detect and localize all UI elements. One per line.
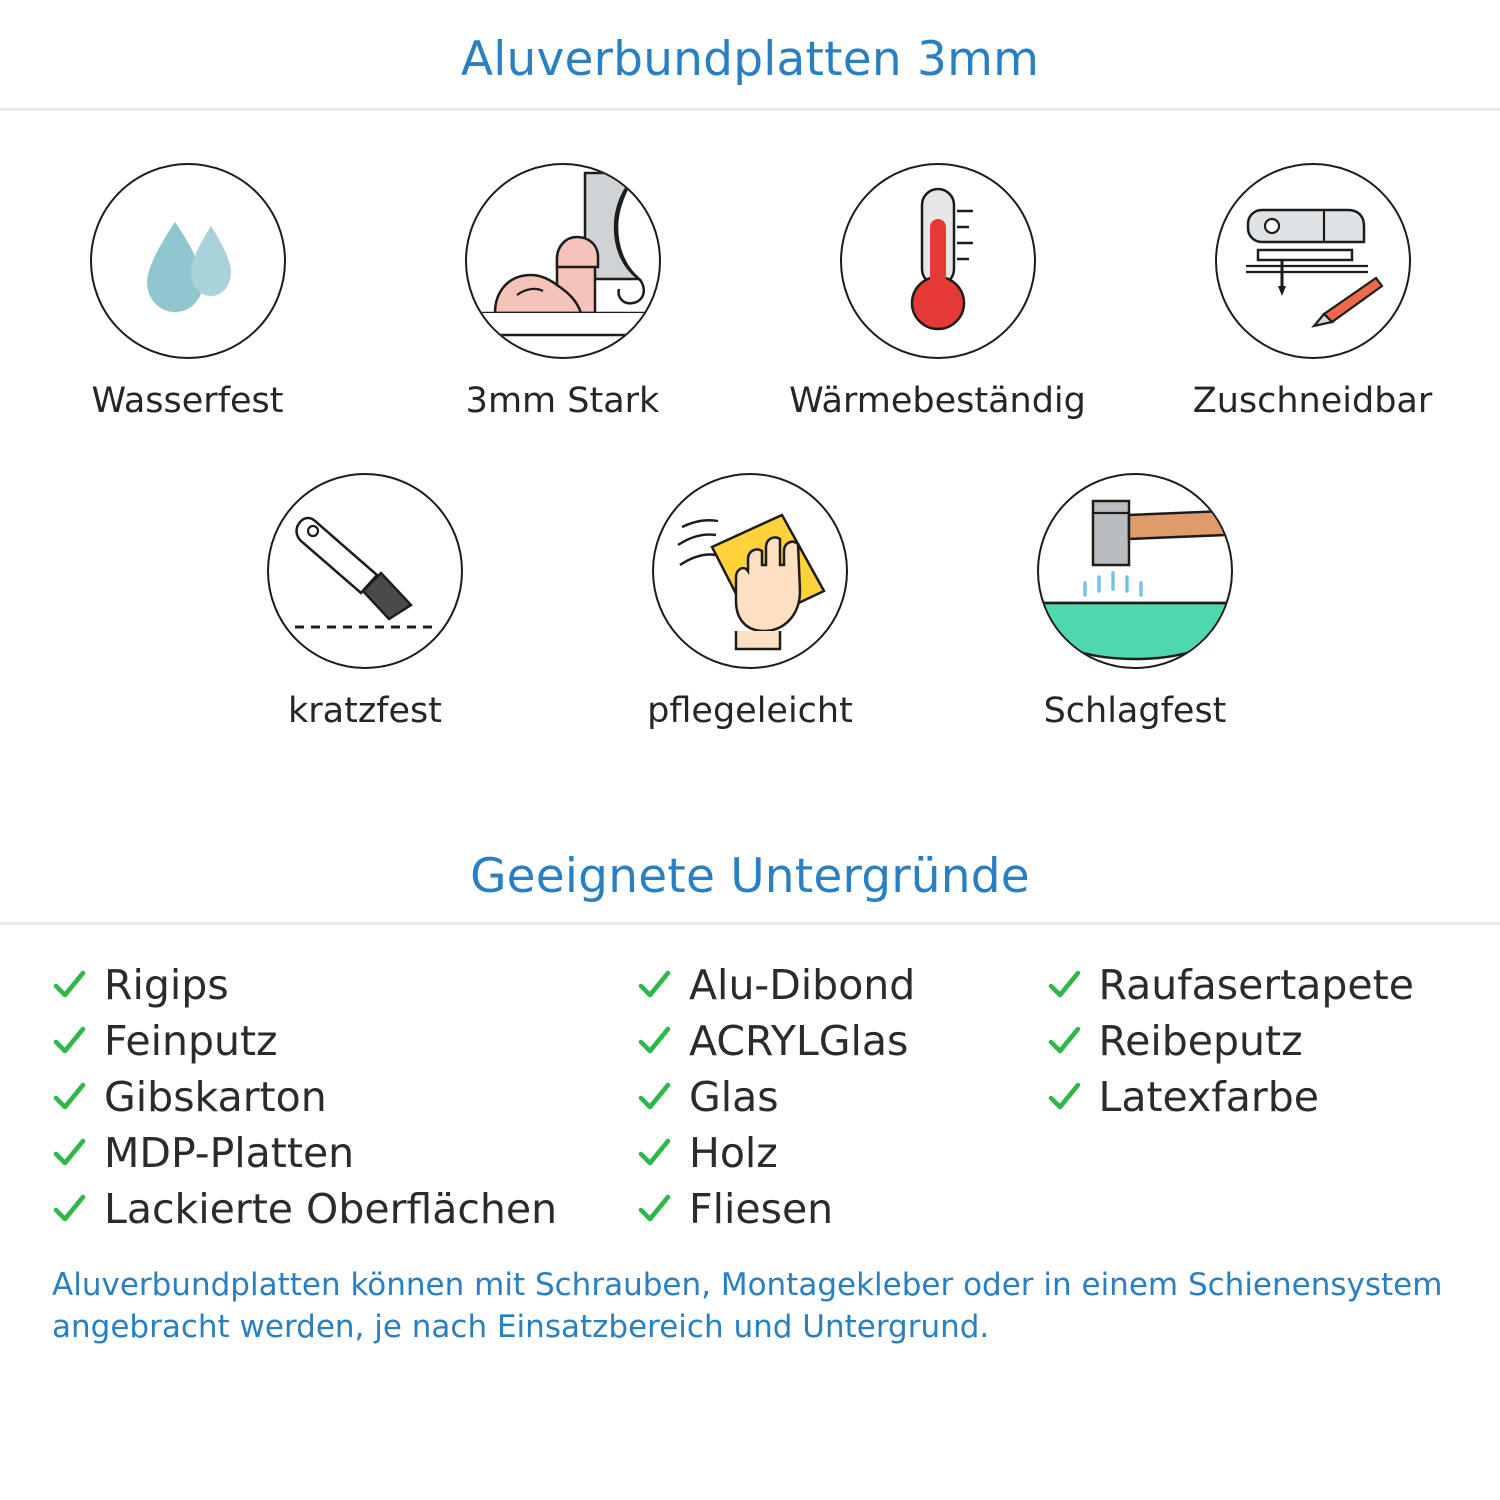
feature-label: Schlagfest [1043,690,1227,731]
list-item-label: Alu-Dibond [689,960,916,1009]
list-item-label: Latexfarbe [1098,1072,1319,1121]
header-section [0,0,1500,111]
list-item [637,1183,1047,1235]
substrates-title: Geeignete Untergründe [470,848,1030,904]
check-icon [52,1192,86,1226]
feature-row-1 [0,163,1500,421]
list-item-label: Glas [689,1072,779,1121]
list-item [52,1183,637,1235]
list-item-label: MDP-Platten [104,1128,355,1177]
check-icon [52,968,86,1002]
water-drops-icon [113,186,263,336]
feature-icon-circle [840,163,1036,359]
check-icon [637,1136,671,1170]
features-section [0,111,1500,731]
list-item [52,1071,637,1123]
substrate-column-1 [52,959,637,1235]
list-item [1047,1015,1457,1067]
list-item [52,1127,637,1179]
knife-scratch-icon [285,501,445,641]
feature-waermebestaendig [750,163,1125,421]
check-icon [637,1192,671,1226]
feature-icon-circle [90,163,286,359]
feature-icon-circle [267,473,463,669]
list-item [52,959,637,1011]
substrates-section [0,925,1500,1235]
list-item [637,959,1047,1011]
feature-label: 3mm Stark [465,380,660,421]
feature-icon-circle [1037,473,1233,669]
flexing-arm-icon [465,163,661,359]
check-icon [1047,1024,1081,1058]
list-item [1047,1071,1457,1123]
list-item-label: Raufasertapete [1098,960,1414,1009]
check-icon [52,1080,86,1114]
feature-3mm-stark [375,163,750,421]
list-item-label: ACRYLGlas [689,1016,909,1065]
list-item [637,1127,1047,1179]
check-icon [637,1080,671,1114]
hammer-impact-icon [1037,473,1233,669]
check-icon [52,1136,86,1170]
list-item-label: Holz [689,1128,778,1177]
feature-icon-circle [465,163,661,359]
check-icon [1047,968,1081,1002]
check-icon [637,968,671,1002]
list-item-label: Reibeputz [1098,1016,1303,1065]
check-icon [1047,1080,1081,1114]
feature-pflegeleicht [558,473,943,731]
feature-label: pflegeleicht [647,690,853,731]
list-item [637,1071,1047,1123]
feature-row-2 [0,473,1500,731]
cleaning-hand-cloth-icon [652,473,848,669]
list-item [637,1015,1047,1067]
list-item [52,1015,637,1067]
page-title: Aluverbundplatten 3mm [460,32,1040,87]
footer-note: Aluverbundplatten können mit Schrauben, Montagekleber oder in einem Schienensystem angebracht werden, je nach Einsatzbereich und Untergrund. [52,1267,1443,1346]
jigsaw-cutter-icon [1228,186,1398,336]
list-item [1047,959,1457,1011]
feature-label: kratzfest [287,690,442,731]
feature-kratzfest [173,473,558,731]
list-item-label: Rigips [104,960,229,1009]
feature-wasserfest [0,163,375,421]
substrates-header-section [0,823,1500,926]
feature-label: Wasserfest [91,380,284,421]
feature-zuschneidbar [1125,163,1500,421]
feature-label: Zuschneidbar [1192,380,1433,421]
feature-icon-circle [1215,163,1411,359]
list-item-label: Feinputz [104,1016,278,1065]
thermometer-icon [873,181,1003,341]
list-item-label: Lackierte Oberflächen [104,1184,558,1233]
check-icon [637,1024,671,1058]
feature-icon-circle [652,473,848,669]
substrate-column-2 [637,959,1047,1235]
list-item-label: Fliesen [689,1184,834,1233]
feature-schlagfest [943,473,1328,731]
substrate-column-3 [1047,959,1457,1235]
check-icon [52,1024,86,1058]
list-item-label: Gibskarton [104,1072,327,1121]
feature-label: Wärmebeständig [789,380,1086,421]
